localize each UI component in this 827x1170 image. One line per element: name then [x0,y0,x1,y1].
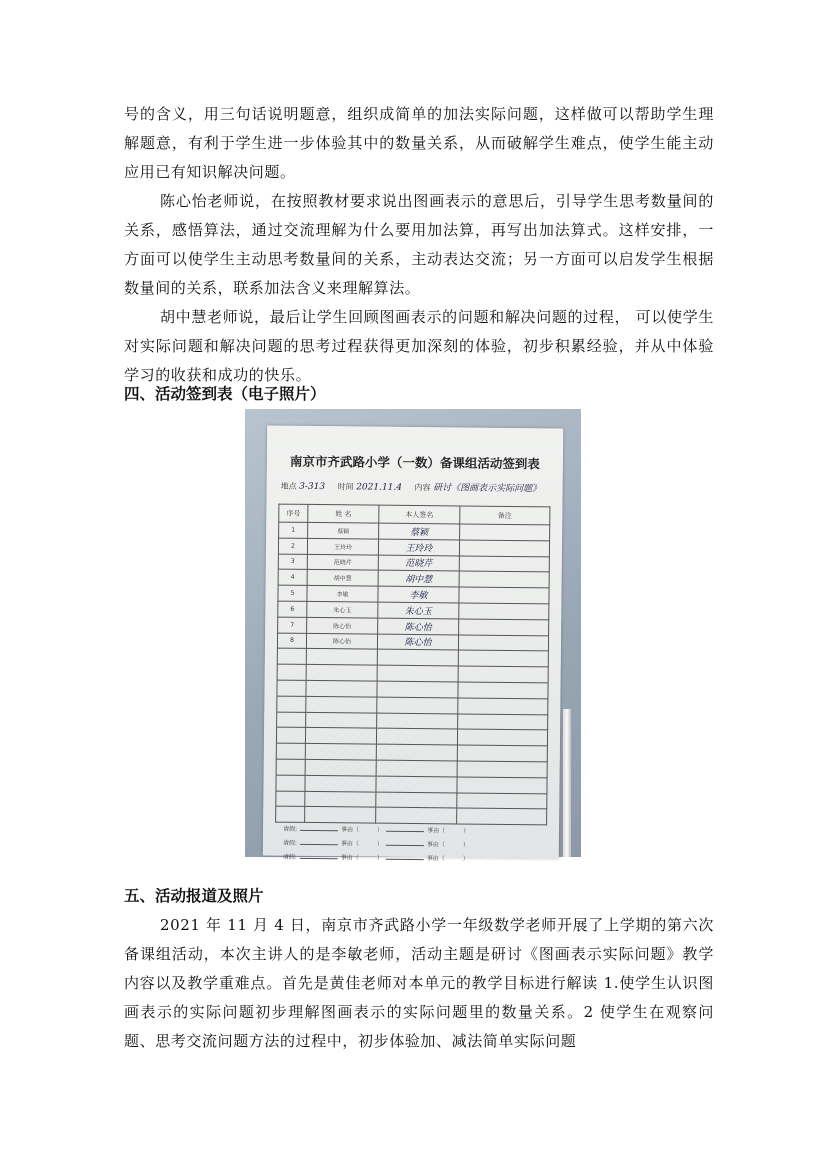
signature [377,713,458,730]
remark [459,540,549,557]
remark [457,761,547,778]
leave-line: 请假: 事由（ ） 事由（ ） [282,825,470,835]
teacher-name: 陈心怡 [307,617,378,634]
row-number [277,648,306,664]
row-number: 1 [279,522,308,538]
remark [459,619,549,636]
row-number [276,775,305,791]
row-number [277,680,306,696]
row-number: 3 [278,554,307,570]
teacher-name: 陈心怡 [306,633,377,650]
signature [376,807,457,824]
col-header: 序号 [279,504,308,522]
row-number [276,806,305,822]
signature [377,697,458,714]
paragraph-1: 号的含义，用三句话说明题意，组织成简单的加法实际问题，这样做可以帮助学生理解题意，有利于学生进一步体验其中的数量关系，从而破解学生难点，使学生能主动应用已有知识解决问题。 [124,105,714,181]
row-number [276,727,305,743]
teacher-name [305,775,376,792]
remark [457,745,547,762]
signature [376,792,457,809]
signin-table [275,504,550,826]
signature [376,728,457,745]
row-number: 4 [278,569,307,585]
content-label: 内容 [414,483,431,493]
row-number [276,743,305,759]
leave-line: 请假: 事由（ ） 事由（ ） [282,853,469,863]
section-5-heading: 五、活动报道及照片 [124,886,264,905]
teacher-name: 蔡颖 [308,522,379,539]
teacher-name: 王玲玲 [307,538,378,555]
leave-line: 请假: 事由（ ） 事由（ ） [282,839,470,849]
row-number [276,791,305,807]
teacher-name: 李敏 [307,586,378,603]
signature [377,681,458,698]
row-number: 6 [278,601,307,617]
location-label: 地点 [280,481,297,491]
teacher-name [306,649,377,666]
paragraph-3: 胡中慧老师说，最后让学生回顾图画表示的问题和解决问题的过程， 可以使学生对实际问题和解决问题的思考过程获得更加深刻的体验，初步积累经验，并从中体验学习的收获和成功的快乐。 [124,308,714,384]
teacher-name: 胡中慧 [307,570,378,587]
remark [458,682,548,699]
remark [457,729,547,746]
row-number: 8 [277,633,306,649]
signature [376,744,457,761]
paragraph-4: 2021 年 11 月 4 日，南京市齐武路小学一年级数学老师开展了上学期的第六次备课组活动，本次主讲人的是李敏老师，活动主题是研讨《图画表示实际问题》教学内容以及教学重难点。首先是黄佳老师对本单元的教学目标进行解读 1.使学生认识图画表示的实际问题初步理解图画表示的实际问题里的数量关系。2 使学生在观察问题、思考交流问题方法的过程中，初步体验加、减法简单实际问题 [124,916,714,1050]
teacher-name [305,759,376,776]
signature [376,776,457,793]
remark [457,808,547,825]
remark [458,635,548,652]
teacher-name [305,807,376,824]
signature: 蔡颖 [379,523,460,540]
remark [459,556,549,573]
remark [457,793,547,810]
remark [458,698,548,715]
signature: 陈心怡 [378,618,459,635]
row-number [277,712,306,728]
remark [459,587,549,604]
teacher-name [306,665,377,682]
row-number: 2 [278,538,307,554]
signature: 王玲玲 [378,539,459,556]
signature [376,760,457,777]
table-row [276,806,547,825]
time-value: 2021.11.4 [356,482,403,493]
teacher-name: 朱心玉 [307,601,378,618]
remark [458,666,548,683]
teacher-name [305,791,376,808]
signature: 李敏 [378,586,459,603]
remark [459,603,549,620]
teacher-name [305,744,376,761]
teacher-name: 范晓芹 [307,554,378,571]
content-value: 研讨《图画表示实际问题》 [433,483,542,495]
remark [457,777,547,794]
remark [460,524,550,541]
remark [458,714,548,731]
row-number [277,696,306,712]
teacher-name [306,680,377,697]
signature [377,665,458,682]
row-number [277,664,306,680]
teacher-name [306,712,377,729]
remark [459,571,549,588]
row-number [276,759,305,775]
signature: 陈心怡 [377,634,458,651]
col-header: 本人签名 [379,505,460,524]
signin-title: 南京市齐武路小学（一数）备课组活动签到表 [289,453,540,472]
remark [458,650,548,667]
signature: 朱心玉 [378,602,459,619]
location-value: 3-313 [299,481,326,493]
signature [377,650,458,667]
teacher-name [306,696,377,713]
signature: 范晓芹 [378,555,459,572]
time-label: 时间 [337,482,354,492]
col-header: 姓 名 [308,504,379,523]
col-header: 备注 [460,506,550,525]
signature: 胡中慧 [378,571,459,588]
paragraph-2: 陈心怡老师说，在按照教材要求说出图画表示的意思后，引导学生思考数量间的关系，感悟算法，通过交流理解为什么要用加法算，再写出加法算式。这样安排，一方面可以使学生主动思考数量间的关系，主动表达交流；另一方面可以启发学生根据数量间的关系，联系加法含义来理解算法。 [124,192,714,297]
signin-meta [281,479,552,495]
signin-sheet-photo [245,409,581,863]
rod-decoration [563,709,571,857]
teacher-name [305,728,376,745]
row-number: 7 [278,617,307,633]
row-number: 5 [278,585,307,601]
section-4-heading: 四、活动签到表（电子照片） [124,384,326,403]
signin-sheet [263,425,563,863]
